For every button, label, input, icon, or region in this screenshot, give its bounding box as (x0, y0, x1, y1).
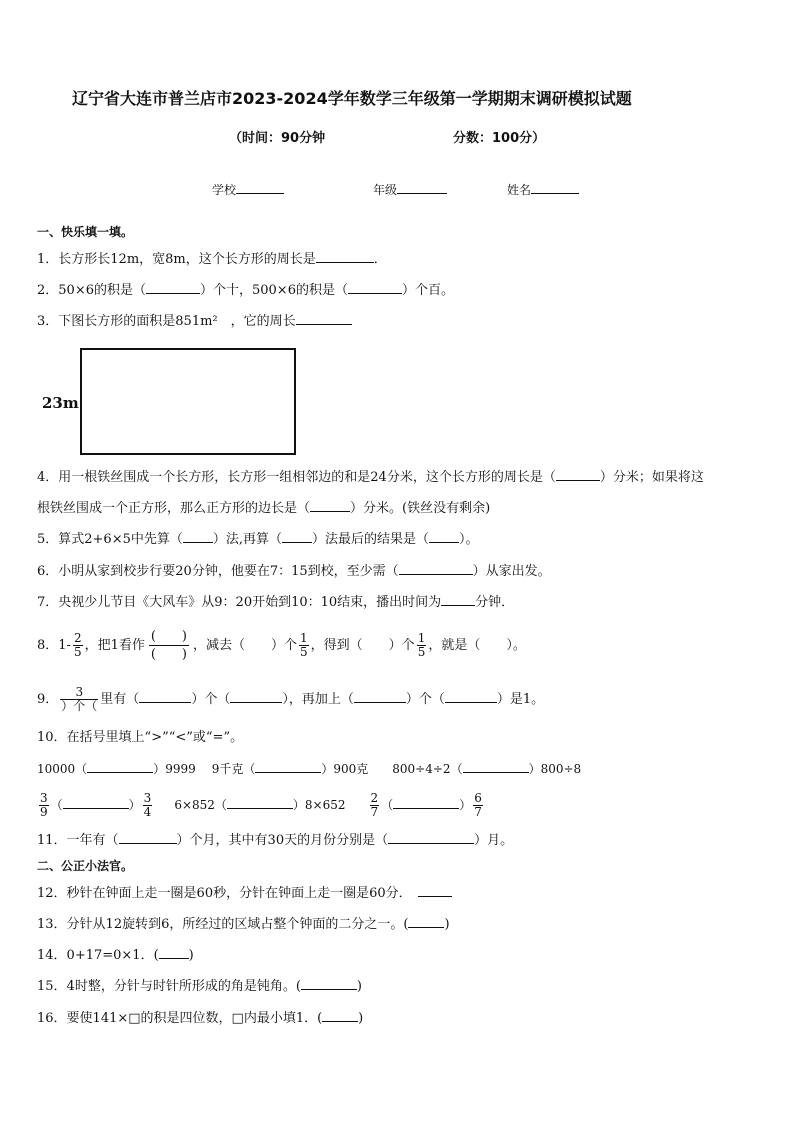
fraction: $\frac{2}{5}$ (73, 631, 82, 659)
section-2-heading: 二、公正小法官。 (37, 859, 134, 873)
question-1: 1．长方形长12m，宽8m，这个长方形的周长是 ． (37, 252, 387, 267)
exam-score: 分数：100分） (453, 131, 546, 146)
question-6: 6．小明从家到校步行要20分钟，他要在7：15到校，至少需（ ）从家出发。 (37, 564, 551, 579)
school-label: 学校 (212, 183, 237, 197)
question-8: 8．1- $\frac{2}{5}$ ，把1看作 ( ) ( ) ，减去（ ）个 $\frac{1}{5}$ ，得到（ ）个 $\frac{1}{5}$ ，就是（ ）。 (37, 629, 526, 662)
question-2: 2．50×6的积是（ ）个十，500×6的积是（ ）个百。 (37, 283, 454, 298)
school-field[interactable] (212, 182, 284, 198)
fraction: $\frac{6}{7}$ (474, 791, 482, 819)
answer-blank[interactable] (227, 797, 293, 809)
fraction: $\frac{1}{5}$ (300, 631, 308, 659)
question-10-row-2: $\frac{3}{9}$ （ ） $\frac{3}{4}$ 6×852（ ）8×652 $\frac{2}{7}$ （ ） $\frac{6}{7}$ (40, 791, 482, 819)
answer-blank[interactable] (282, 531, 312, 543)
answer-blank[interactable] (301, 978, 357, 990)
answer-blank[interactable] (354, 691, 406, 703)
name-label: 姓名 (507, 183, 532, 197)
answer-blank[interactable] (183, 531, 213, 543)
question-10-row-1: 10000（ ）9999 9千克（ ）900克 800÷4÷2（ ）800÷8 (37, 762, 582, 776)
answer-blank[interactable] (556, 469, 600, 481)
answer-blank[interactable] (255, 761, 321, 773)
question-14: 14．0+17=0×1．( ) (37, 948, 194, 963)
question-13: 13．分针从12旋转到6，所经过的区域占整个钟面的二分之一。( ) (37, 917, 450, 932)
answer-blank[interactable] (316, 251, 374, 263)
answer-blank[interactable] (310, 500, 350, 512)
rectangle-width-label: 23m (42, 394, 79, 412)
answer-blank[interactable] (296, 313, 352, 325)
answer-blank[interactable] (230, 691, 282, 703)
question-10: 10．在括号里填上“>”“<”或“=”。 (37, 730, 244, 745)
question-16: 16．要使141×□的积是四位数，□内最小填1．( ) (37, 1011, 364, 1026)
answer-blank[interactable] (445, 691, 497, 703)
answer-blank[interactable] (441, 594, 475, 606)
question-12: 12．秒针在钟面上走一圈是60秒，分针在钟面上走一圈是60分． (37, 885, 452, 902)
fraction: $\frac{2}{7}$ (370, 791, 379, 819)
answer-blank[interactable] (146, 282, 200, 294)
grade-label: 年级 (373, 183, 398, 197)
answer-blank[interactable] (429, 531, 459, 543)
answer-blank[interactable] (388, 832, 474, 844)
answer-blank[interactable] (322, 1010, 358, 1022)
fraction: $\frac{1}{5}$ (417, 631, 426, 659)
answer-blank[interactable] (463, 761, 529, 773)
grade-field[interactable] (373, 182, 447, 198)
exam-time: （时间：90分钟 (229, 131, 326, 146)
fraction: $\frac{3}{9}$ (40, 791, 48, 819)
answer-blank[interactable] (399, 563, 473, 575)
question-4-line-1: 4．用一根铁丝围成一个长方形，长方形一组相邻边的和是24分米，这个长方形的周长是（ ）分米；如果将这 (37, 470, 704, 485)
answer-blank[interactable] (348, 282, 402, 294)
answer-blank[interactable] (408, 916, 444, 928)
answer-blank[interactable] (159, 947, 189, 959)
rectangle-figure (80, 348, 296, 455)
question-15: 15．4时整，分针与时针所形成的角是钝角。( ) (37, 979, 362, 994)
fraction: $\frac{3}{\text{）个（}}$ (61, 685, 98, 713)
answer-blank[interactable] (393, 797, 459, 809)
name-field[interactable] (507, 182, 579, 198)
question-11: 11．一年有（ ）个月，其中有30天的月份分别是（ ）月。 (37, 833, 514, 848)
answer-blank[interactable] (139, 691, 191, 703)
answer-fraction[interactable]: ( ) ( ) (150, 629, 188, 662)
answer-blank[interactable] (119, 832, 177, 844)
answer-blank[interactable] (87, 761, 153, 773)
question-5: 5．算式2+6×5中先算（ ）法,再算（ ）法最后的结果是（ ）。 (37, 532, 479, 547)
question-3: 3．下图长方形的面积是851m² ，它的周长 (37, 313, 352, 330)
section-1-heading: 一、快乐填一填。 (37, 225, 134, 239)
page-title: 辽宁省大连市普兰店市2023-2024学年数学三年级第一学期期末调研模拟试题 (72, 89, 632, 108)
answer-blank[interactable] (418, 885, 452, 897)
fraction: $\frac{3}{4}$ (143, 791, 152, 819)
question-9: 9． $\frac{3}{\text{）个（}}$ 里有（ ）个（ ），再加上（ ）个（ ）是1。 (37, 685, 545, 713)
question-4-line-2: 根铁丝围成一个正方形，那么正方形的边长是（ ）分米。(铁丝没有剩余) (37, 501, 491, 516)
answer-blank[interactable] (63, 797, 129, 809)
question-7: 7．央视少儿节目《大风车》从9：20开始到10：10结束，播出时间为 分钟． (37, 595, 515, 610)
